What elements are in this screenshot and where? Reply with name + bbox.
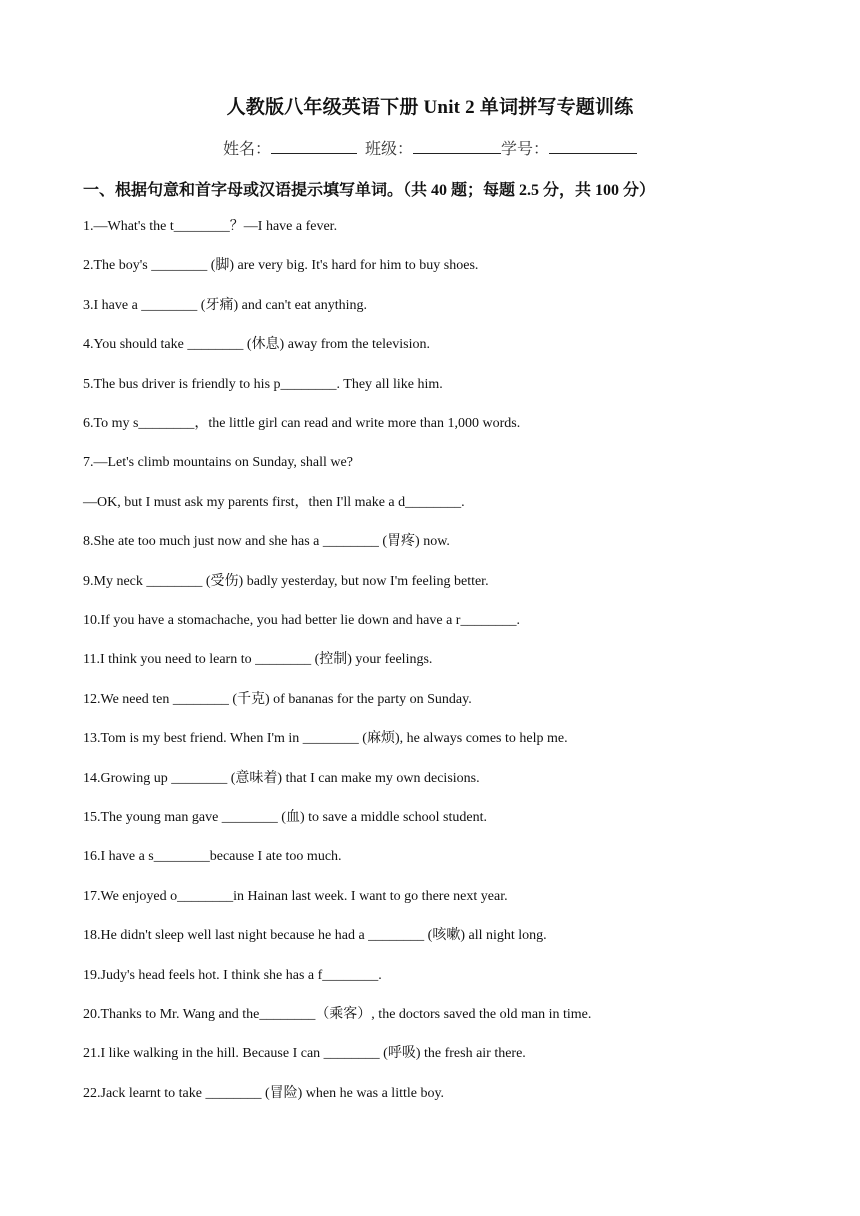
student-info-line [0, 136, 860, 159]
page-title: 人教版八年级英语下册 Unit 2 单词拼写专题训练 [226, 97, 634, 118]
question-item: 8.She ate too much just now and she has a ________ (胃疼) now. [83, 534, 450, 550]
id-label: 学号： [501, 141, 550, 158]
question-item: 6.To my s________，the little girl can read and write more than 1,000 words. [83, 416, 521, 431]
question-item: 7.—Let's climb mountains on Sunday, shall we? [83, 455, 353, 471]
question-item: 14.Growing up ________ (意味着) that I can make my own decisions. [83, 770, 480, 786]
question-item: 9.My neck ________ (受伤) badly yesterday, but now I'm feeling better. [83, 573, 489, 589]
question-item: 18.He didn't sleep well last night because he had a ________ (咳嗽) all night long. [83, 928, 547, 944]
question-item: —OK, but I must ask my parents first，then I'll make a d________. [83, 494, 465, 510]
class-blank[interactable] [413, 139, 501, 154]
section-heading: 一、根据句意和首字母或汉语提示填写单词。（共 40 题；每题 2.5 分，共 100 分） [83, 182, 656, 199]
question-item: 19.Judy's head feels hot. I think she has a f________. [83, 967, 382, 983]
question-item: 15.The young man gave ________ (血) to save a middle school student. [83, 810, 487, 825]
question-item: 10.If you have a stomachache, you had better lie down and have a r________. [83, 613, 520, 628]
question-item: 1.—What's the t________？—I have a fever. [83, 219, 338, 234]
question-item: 17.We enjoyed o________in Hainan last week. I want to go there next year. [83, 888, 508, 904]
question-item: 2.The boy's ________ (脚) are very big. It's hard for him to buy shoes. [83, 258, 479, 274]
question-item: 21.I like walking in the hill. Because I can ________ (呼吸) the fresh air there. [83, 1046, 526, 1062]
question-item: 20.Thanks to Mr. Wang and the________（乘客）, the doctors saved the old man in time. [83, 1007, 592, 1022]
name-blank[interactable] [271, 139, 357, 154]
name-label: 姓名： [222, 141, 271, 158]
question-item: 4.You should take ________ (休息) away from the television. [83, 337, 430, 353]
question-item: 22.Jack learnt to take ________ (冒险) when he was a little boy. [83, 1085, 445, 1101]
class-label: 班级： [364, 141, 413, 158]
question-item: 16.I have a s________because I ate too much. [83, 849, 342, 865]
question-item: 13.Tom is my best friend. When I'm in ________ (麻烦), he always comes to help me. [83, 731, 568, 747]
question-item: 12.We need ten ________ (千克) of bananas for the party on Sunday. [83, 691, 472, 707]
question-item: 11.I think you need to learn to ________ (控制) your feelings. [83, 652, 433, 668]
question-item: 5.The bus driver is friendly to his p________. They all like him. [83, 376, 443, 392]
id-blank[interactable] [549, 139, 637, 154]
question-item: 3.I have a ________ (牙痛) and can't eat anything. [83, 297, 367, 313]
